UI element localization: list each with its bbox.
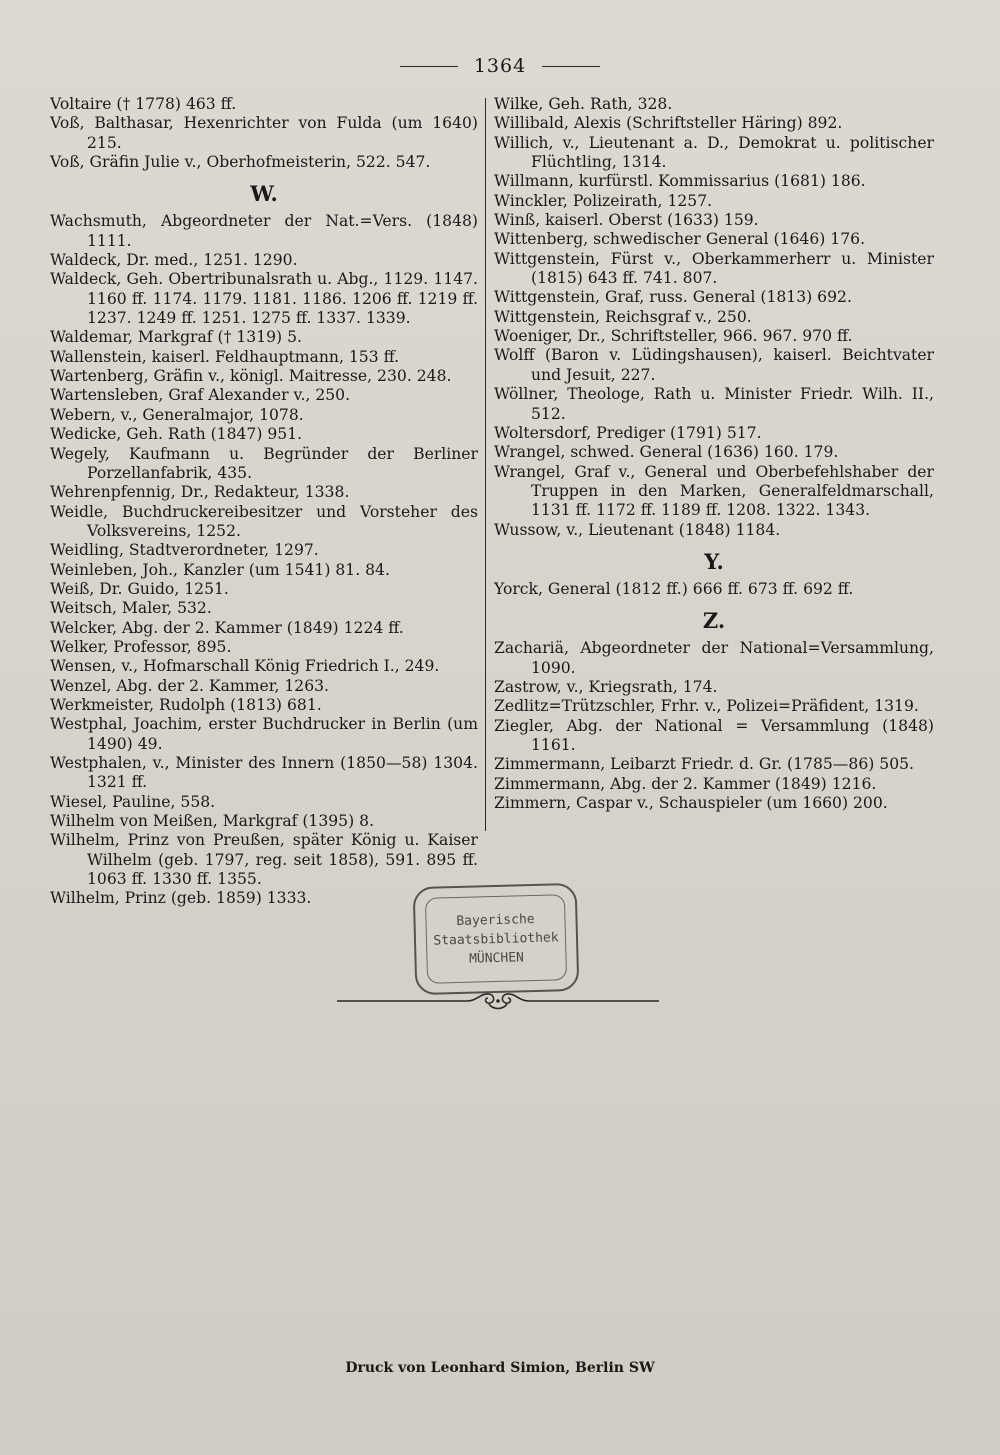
index-entry: Zachariä, Abgeordneter der National=Versammlung, 1090. (494, 639, 934, 677)
library-stamp-inner (425, 894, 567, 984)
index-entry: Wittgenstein, Fürst v., Oberkammerherr u. Minister (1815) 643 ff. 741. 807. (494, 249, 934, 288)
page-header (0, 55, 1000, 77)
index-entry: Wensen, v., Hofmarschall König Friedrich I., 249. (50, 657, 440, 676)
index-entry: Voltaire († 1778) 463 ff. (50, 95, 237, 113)
index-entry: Wedicke, Geh. Rath (1847) 951. (50, 425, 303, 444)
library-stamp (413, 883, 580, 995)
index-entry: Woltersdorf, Prediger (1791) 517. (494, 423, 762, 442)
index-entry: Wittgenstein, Graf, russ. General (1813) 692. (494, 288, 852, 307)
section-letter: Z. (702, 608, 726, 634)
index-entry: Willibald, Alexis (Schriftsteller Häring) 892. (494, 114, 843, 133)
index-entry: Wehrenpfennig, Dr., Redakteur, 1338. (50, 483, 350, 502)
index-entry: Waldemar, Markgraf († 1319) 5. (50, 328, 302, 347)
index-entry: Wrangel, Graf v., General und Oberbefehlshaber der Truppen in den Marken, Generalfeldmarschall, 1131 ff. 1172 ff. 1189 ff. 1208. 1322. 1343. (494, 462, 934, 520)
index-entry: Weidle, Buchdruckereibesitzer und Vorsteher des Volksvereins, 1252. (50, 502, 478, 540)
index-entry: Winckler, Polizeirath, 1257. (494, 191, 713, 210)
index-entry: Wöllner, Theologe, Rath u. Minister Friedr. Wilh. II., 512. (494, 385, 934, 423)
index-entry: Woeniger, Dr., Schriftsteller, 966. 967. 970 ff. (494, 327, 853, 346)
index-entry: Wegely, Kaufmann u. Begründer der Berliner Porzellanfabrik, 435. (50, 444, 478, 482)
stamp-line-1: Bayerische (456, 911, 535, 929)
index-entry: Willmann, kurfürstl. Kommissarius (1681) 186. (494, 172, 866, 191)
index-entry: Zimmermann, Leibarzt Friedr. d. Gr. (1785—86) 505. (494, 755, 915, 774)
section-letter: W. (250, 181, 278, 207)
index-entry: Ziegler, Abg. der National = Versammlung (1848) 1161. (494, 716, 934, 754)
index-entry: Wilhelm von Meißen, Markgraf (1395) 8. (50, 812, 375, 831)
index-entry: Wachsmuth, Abgeordneter der Nat.=Vers. (1848) 1111. (50, 212, 478, 250)
index-entry: Voß, Gräfin Julie v., Oberhofmeisterin, 522. 547. (50, 153, 431, 172)
index-entry: Wilhelm, Prinz (geb. 1859) 1333. (50, 889, 312, 908)
index-entry: Wilke, Geh. Rath, 328. (494, 95, 673, 113)
index-entry: Wartenberg, Gräfin v., königl. Maitresse, 230. 248. (50, 367, 452, 386)
header-rule-left (400, 66, 458, 67)
index-entry: Willich, v., Lieutenant a. D., Demokrat u. politischer Flüchtling, 1314. (494, 133, 934, 172)
printer-imprint: Druck von Leonhard Simion, Berlin SW (345, 1360, 655, 1376)
index-entry: Westphal, Joachim, erster Buchdrucker in Berlin (um 1490) 49. (50, 715, 478, 753)
index-entry: Zimmern, Caspar v., Schauspieler (um 1660) 200. (494, 794, 888, 812)
index-entry: Welcker, Abg. der 2. Kammer (1849) 1224 ff. (50, 618, 404, 637)
index-entry: Wallenstein, kaiserl. Feldhauptmann, 153 ff. (50, 347, 400, 366)
index-entry: Wartensleben, Graf Alexander v., 250. (50, 386, 351, 405)
header-rule-right (542, 66, 600, 67)
index-entry: Waldeck, Geh. Obertribunalsrath u. Abg., 1129. 1147. 1160 ff. 1174. 1179. 1181. 1186. 1206 ff. 1219 ff. 1237. 1249 ff. 1251. 1275 ff. 1337. 1339. (50, 270, 478, 328)
column-divider (485, 98, 486, 831)
stamp-line-3: MÜNCHEN (468, 949, 525, 967)
index-entry: Weinleben, Joh., Kanzler (um 1541) 81. 84. (50, 560, 390, 579)
index-column-left (50, 95, 478, 909)
page-number: 1364 (473, 55, 527, 77)
index-entry: Weitsch, Maler, 532. (50, 599, 212, 618)
ornament-divider-icon (337, 988, 659, 1014)
index-column-right (494, 95, 934, 813)
index-entry: Yorck, General (1812 ff.) 666 ff. 673 ff. 692 ff. (494, 579, 854, 598)
index-entry: Wittgenstein, Reichsgraf v., 250. (494, 307, 752, 326)
index-entry: Wittenberg, schwedischer General (1646) 176. (494, 230, 866, 249)
index-entry: Winß, kaiserl. Oberst (1633) 159. (494, 211, 759, 230)
index-entry: Zedlitz=Trützschler, Frhr. v., Polizei=Präfident, 1319. (494, 697, 919, 716)
index-entry: Wussow, v., Lieutenant (1848) 1184. (494, 520, 781, 539)
index-entry: Weiß, Dr. Guido, 1251. (50, 579, 229, 598)
index-entry: Voß, Balthasar, Hexenrichter von Fulda (um 1640) 215. (50, 114, 478, 152)
index-entry: Wenzel, Abg. der 2. Kammer, 1263. (50, 676, 330, 695)
index-entry: Welker, Professor, 895. (50, 637, 232, 656)
index-entry: Zastrow, v., Kriegsrath, 174. (494, 677, 718, 696)
index-entry: Wilhelm, Prinz von Preußen, später König u. Kaiser Wilhelm (geb. 1797, reg. seit 1858), 591. 895 ff. 1063 ff. 1330 ff. 1355. (50, 831, 478, 889)
index-entry: Wiesel, Pauline, 558. (50, 792, 216, 811)
index-entry: Weidling, Stadtverordneter, 1297. (50, 541, 319, 560)
index-entry: Westphalen, v., Minister des Innern (1850—58) 1304. 1321 ff. (50, 754, 478, 792)
index-entry: Wolff (Baron v. Lüdingshausen), kaiserl. Beichtvater und Jesuit, 227. (494, 346, 934, 384)
index-entry: Webern, v., Generalmajor, 1078. (50, 405, 304, 424)
index-entry: Werkmeister, Rudolph (1813) 681. (50, 695, 322, 714)
index-entry: Waldeck, Dr. med., 1251. 1290. (50, 251, 298, 270)
section-letter: Y. (704, 548, 724, 574)
index-entry: Zimmermann, Abg. der 2. Kammer (1849) 1216. (494, 774, 877, 793)
index-entry: Wrangel, schwed. General (1636) 160. 179. (494, 443, 839, 462)
stamp-line-2: Staatsbibliothek (433, 929, 559, 949)
